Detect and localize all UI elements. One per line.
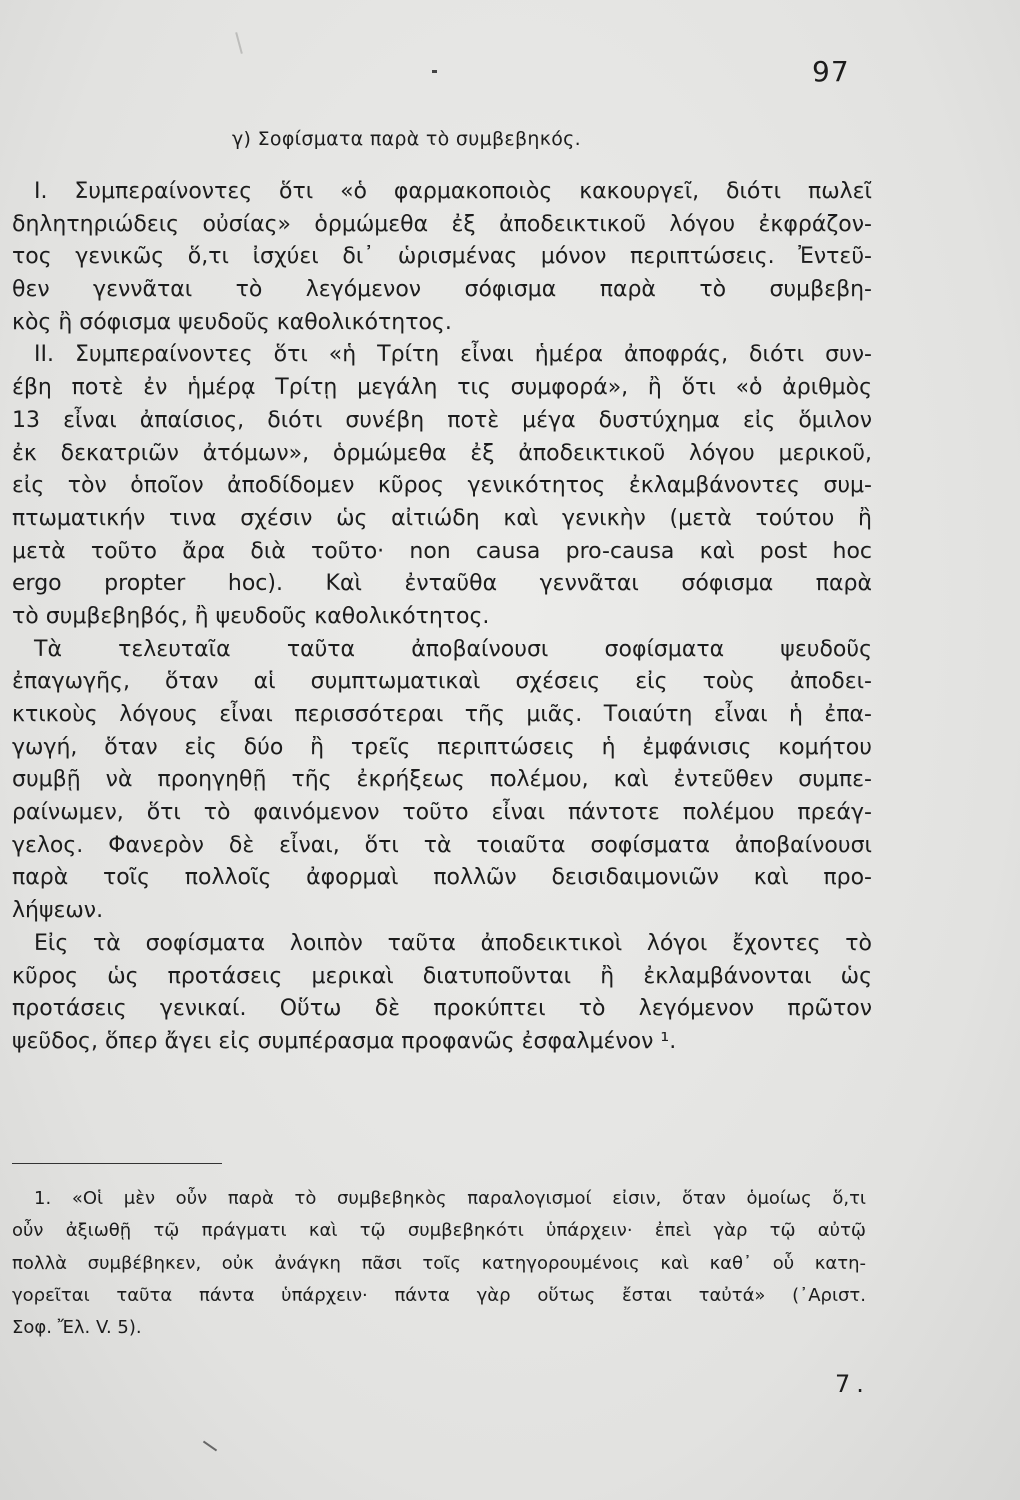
text-line: δηλητηριώδεις οὐσίας» ὁρμώμεθα ἐξ ἀποδεικτικοῦ λόγου ἐκφράζον- [12,211,872,237]
signature-mark: 7. [835,1370,870,1398]
footnote-line: Σοφ. Ἔλ. V. 5). [12,1317,142,1339]
text-line: τὸ συμβεβηβός, ἢ ψευδοῦς καθολικότητος. [12,603,490,629]
scan-speck [203,1441,217,1452]
body-text [12,176,872,1059]
text-line: Τὰ τελευταῖα ταῦτα ἀποβαίνουσι σοφίσματα ψευδοῦς [34,636,872,662]
text-line: γελος. Φανερὸν δὲ εἶναι, ὅτι τὰ τοιαῦτα σοφίσματα ἀποβαίνουσι [12,832,872,858]
text-line: ἐκ δεκατριῶν ἀτόμων», ὁρμώμεθα ἐξ ἀποδεικτικοῦ λόγου μερικοῦ, [12,440,872,466]
footnote-line: γορεῖται ταῦτα πάντα ὑπάρχειν· πάντα γὰρ οὕτως ἔσται ταὐτά» (᾽Αριστ. [12,1284,866,1306]
text-line: ψεῦδος, ὅπερ ἄγει εἰς συμπέρασμα προφανῶς ἐσφαλμένον ¹. [12,1028,677,1054]
footnote-line: οὖν ἀξιωθῇ τῷ πράγματι καὶ τῷ συμβεβηκότι ὑπάρχειν· ἐπεὶ γὰρ τῷ αὐτῷ [12,1220,866,1242]
text-line: πτωματικήν τινα σχέσιν ὡς αἰτιώδη καὶ γενικὴν (μετὰ τούτου ἢ [12,505,872,531]
text-line: II. Συμπεραίνοντες ὅτι «ἡ Τρίτη εἶναι ἡμέρα ἀποφράς, διότι συν- [34,342,872,368]
text-line: κὸς ἢ σόφισμα ψευδοῦς καθολικότητος. [12,309,452,335]
text-line: μετὰ τοῦτο ἄρα διὰ τοῦτο· non causa pro-causa καὶ post hoc [12,538,872,564]
page-number: 97 [812,55,850,88]
text-line: θεν γεννᾶται τὸ λεγόμενον σόφισμα παρὰ τὸ συμβεβη- [12,277,872,303]
footnote-line: πολλὰ συμβέβηκεν, οὐκ ἀνάγκη πᾶσι τοῖς κατηγορουμένοις καὶ καθ᾽ οὗ κατη- [12,1252,866,1274]
text-line: εἰς τὸν ὁποῖον ἀποδίδομεν κῦρος γενικότητος ἐκλαμβάνοντες συμ- [12,473,872,499]
text-line: I. Συμπεραίνοντες ὅτι «ὁ φαρμακοποιὸς κακουργεῖ, διότι πωλεῖ [34,179,872,204]
text-line: προτάσεις γενικαί. Οὕτω δὲ προκύπτει τὸ λεγόμενον πρῶτον [12,996,872,1022]
footnotes [12,1183,866,1344]
text-line: ergo propter hoc). Καὶ ἐνταῦθα γεννᾶται σόφισμα παρὰ [12,571,872,597]
section-heading: γ) Σοφίσματα παρὰ τὸ συμβεβηκός. [232,128,581,150]
text-line: παρὰ τοῖς πολλοῖς ἀφορμαὶ πολλῶν δεισιδαιμονιῶν καὶ προ- [12,865,872,891]
text-line: συμβῇ νὰ προηγηθῇ τῆς ἐκρήξεως πολέμου, καὶ ἐντεῦθεν συμπε- [12,767,872,793]
text-line: τος γενικῶς ὅ,τι ἰσχύει δι᾽ ὡρισμένας μόνον περιπτώσεις. Ἐντεῦ- [12,244,872,270]
text-line: ἐπαγωγῆς, ὅταν αἱ συμπτωματικαὶ σχέσεις εἰς τοὺς ἀποδει- [12,669,872,695]
text-line: κῦρος ὡς προτάσεις μερικαὶ διατυποῦνται ἢ ἐκλαμβάνονται ὡς [12,963,872,989]
text-line: 13 εἶναι ἀπαίσιος, διότι συνέβη ποτὲ μέγα δυστύχημα εἰς ὅμιλον [12,407,872,433]
text-line: κτικοὺς λόγους εἶναι περισσότεραι τῆς μιᾶς. Τοιαύτη εἶναι ἡ ἐπα- [12,702,872,727]
scan-speck [235,32,243,54]
scan-speck [432,70,437,73]
footnote-divider [12,1163,222,1164]
text-line: λήψεων. [12,898,104,924]
text-line: γωγή, ὅταν εἰς δύο ἢ τρεῖς περιπτώσεις ἡ ἐμφάνισις κομήτου [12,734,872,760]
footnote-line: 1. «Οἱ μὲν οὖν παρὰ τὸ συμβεβηκὸς παραλογισμοί εἰσιν, ὅταν ὁμοίως ὅ,τι [34,1188,866,1209]
text-line: έβη ποτὲ ἐν ἡμέρᾳ Τρίτῃ μεγάλη τις συμφορά», ἢ ὅτι «ὁ ἀριθμὸς [12,375,872,401]
text-line: Εἰς τὰ σοφίσματα λοιπὸν ταῦτα ἀποδεικτικοὶ λόγοι ἔχοντες τὸ [34,930,872,956]
text-line: ραίνωμεν, ὅτι τὸ φαινόμενον τοῦτο εἶναι πάντοτε πολέμου πρεάγ- [12,800,872,826]
